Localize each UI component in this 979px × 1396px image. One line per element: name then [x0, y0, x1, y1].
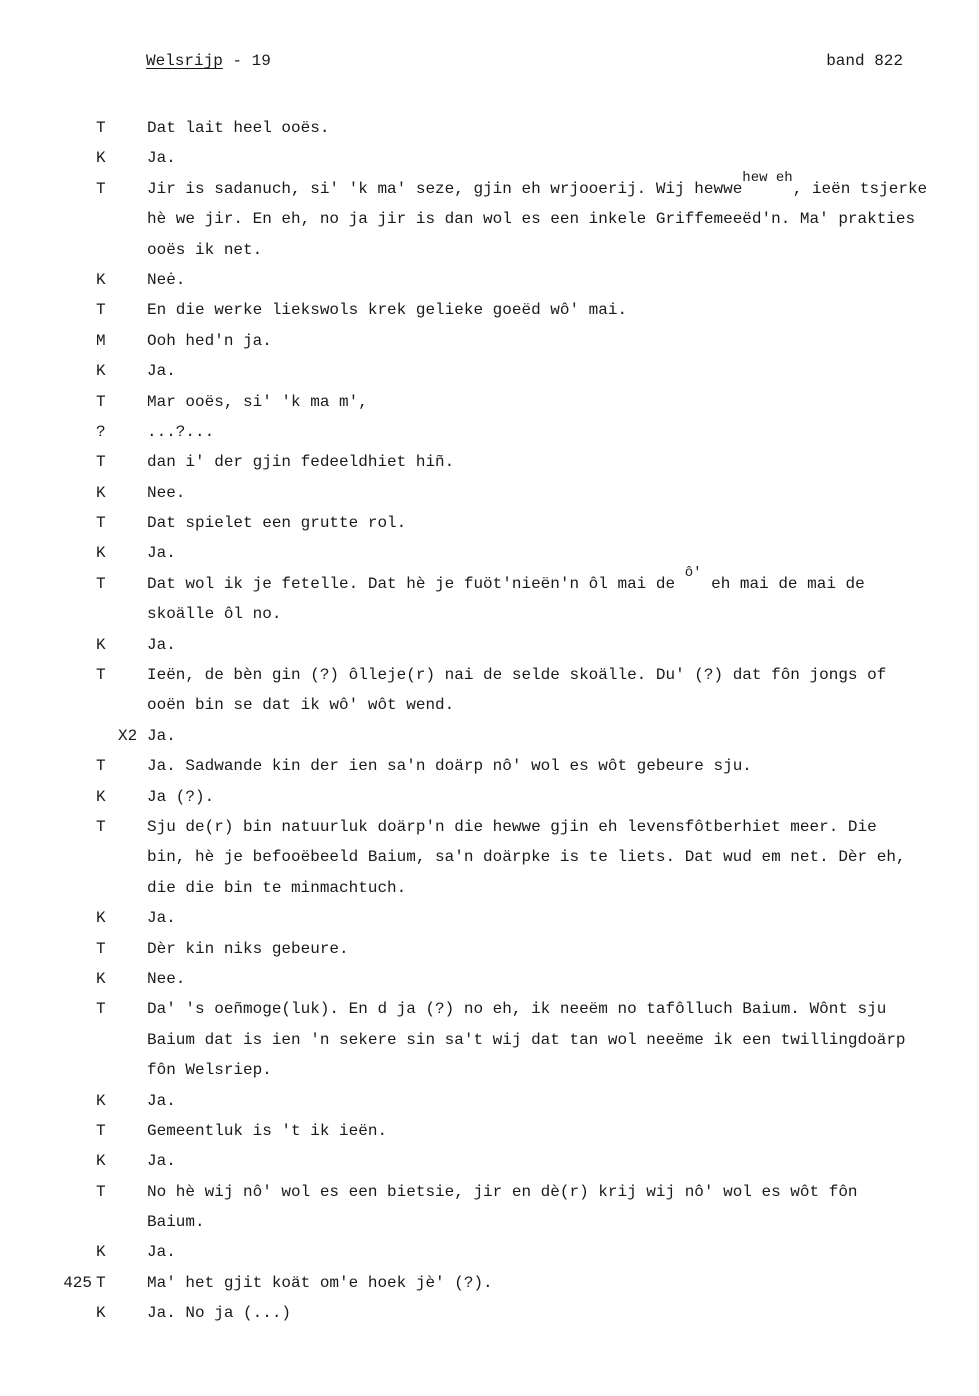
- speaker-label: T: [96, 179, 106, 198]
- speaker-label: K: [96, 909, 106, 928]
- utterance-text: bin, hè je befooëbeeld Baium, sa'n doärpke is te liets. Dat wud em net. Dèr eh,: [147, 848, 906, 867]
- transcript-line: [0, 599, 979, 629]
- utterance-text: [147, 564, 865, 600]
- utterance-text: Mar ooës, si' 'k ma m',: [147, 392, 368, 411]
- utterance-text-part: Dat wol ik je fetelle. Dat hè je fuöt'nieën'n ôl mai de: [147, 574, 685, 593]
- speaker-label: T: [96, 301, 106, 320]
- utterance-text: skoälle ôl no.: [147, 605, 282, 624]
- utterance-text: Nee.: [147, 483, 186, 502]
- utterance-text: Baium dat is ien 'n sekere sin sa't wij dat tan wol neeëme ik een twillingdoärp: [147, 1030, 906, 1049]
- page-title-place: Welsrijp: [146, 52, 223, 70]
- utterance-text: dan i' der gjin fedeeldhiet hiñ.: [147, 453, 455, 472]
- utterance-text: Ma' het gjit koät om'e hoek jè' (?).: [147, 1273, 493, 1292]
- utterance-text: Ooh hed'n ja.: [147, 331, 272, 350]
- utterance-text: Ja.: [147, 726, 176, 745]
- transcript-line: [0, 1237, 979, 1267]
- utterance-text: Ja (?).: [147, 787, 215, 806]
- speaker-label: T: [96, 1121, 106, 1140]
- interlinear-annotation: hew eh: [742, 169, 793, 186]
- transcript-line: [0, 782, 979, 812]
- transcript-line: [0, 1298, 979, 1328]
- transcript-line: [0, 143, 979, 173]
- utterance-text: Dèr kin niks gebeure.: [147, 939, 349, 958]
- utterance-text: Ja.: [147, 1243, 176, 1262]
- utterance-text: ooën bin se dat ik wô' wôt wend.: [147, 696, 455, 715]
- transcript-line: [0, 478, 979, 508]
- utterance-text: Gemeentluk is 't ik ieën.: [147, 1121, 388, 1140]
- utterance-text-part: , ieën tsjerke: [792, 179, 928, 198]
- utterance-text: Ja. No ja (...): [147, 1304, 292, 1323]
- transcript-line: [0, 356, 979, 386]
- utterance-text: hè we jir. En eh, no ja jir is dan wol es een inkele Griffemeeëd'n. Ma' prakties: [147, 210, 916, 229]
- utterance-text: die die bin te minmachtuch.: [147, 878, 407, 897]
- utterance-text: Dat spielet een grutte rol.: [147, 514, 407, 533]
- utterance-text: Ieën, de bèn gin (?) ôlleje(r) nai de selde skoälle. Du' (?) dat fôn jongs of: [147, 666, 887, 685]
- speaker-label: X2: [118, 726, 138, 745]
- transcript-line: [0, 964, 979, 994]
- speaker-label: K: [96, 969, 106, 988]
- transcript-line: [0, 235, 979, 265]
- transcript-lines: [0, 113, 979, 1329]
- utterance-text: fôn Welsriep.: [147, 1061, 272, 1080]
- transcript-line: [0, 1177, 979, 1207]
- speaker-label: T: [96, 666, 106, 685]
- speaker-label: T: [96, 392, 106, 411]
- transcript-line: [0, 169, 979, 204]
- speaker-label: T: [96, 119, 106, 137]
- transcript-line: [0, 508, 979, 538]
- transcript-line: [0, 387, 979, 417]
- utterance-text: ooës ik net.: [147, 240, 263, 259]
- transcript-line: [0, 812, 979, 842]
- transcript-line: [0, 842, 979, 872]
- transcript-line: [0, 326, 979, 356]
- speaker-label: T: [96, 939, 106, 958]
- transcript-line: [0, 690, 979, 720]
- utterance-text: Ja.: [147, 909, 176, 928]
- speaker-label: K: [96, 483, 106, 502]
- transcript-line: [0, 113, 979, 143]
- interlinear-annotation: ô': [684, 564, 702, 581]
- transcript-line: [0, 660, 979, 690]
- transcript-line: [0, 564, 979, 599]
- speaker-label: K: [96, 362, 106, 381]
- speaker-label: K: [96, 1304, 106, 1323]
- utterance-text: [147, 169, 928, 205]
- line-number: 425: [63, 1273, 92, 1292]
- transcript-line: [0, 204, 979, 234]
- speaker-label: K: [96, 149, 106, 168]
- speaker-label: K: [96, 270, 106, 289]
- utterance-text: En die werke liekswols krek gelieke goeëd wô' mai.: [147, 301, 628, 320]
- transcript-line: [0, 295, 979, 325]
- speaker-label: K: [96, 1091, 106, 1110]
- page-header: [146, 52, 903, 74]
- utterance-text: No hè wij nô' wol es een bietsie, jir en dè(r) krij wij nô' wol es wôt fôn: [147, 1182, 858, 1201]
- utterance-text: Neė.: [147, 270, 186, 289]
- speaker-label: K: [96, 544, 106, 563]
- utterance-text: Ja.: [147, 1152, 176, 1171]
- utterance-text: Da' 's oeñmoge(luk). En d ja (?) no eh, ik neeëm no tafôlluch Baium. Wônt sju: [147, 1000, 887, 1019]
- transcript-line: [0, 417, 979, 447]
- utterance-text: ...?...: [147, 422, 215, 441]
- transcript-line: [0, 1116, 979, 1146]
- utterance-text: Ja.: [147, 1091, 176, 1110]
- transcript-line: [0, 1207, 979, 1237]
- speaker-label: T: [96, 757, 106, 776]
- utterance-text: Dat lait heel ooës.: [147, 119, 330, 137]
- speaker-label: K: [96, 635, 106, 654]
- utterance-text: Ja.: [147, 149, 176, 168]
- transcript-line: [0, 1146, 979, 1176]
- speaker-label: ?: [96, 422, 106, 441]
- utterance-text-part: Jir is sadanuch, si' 'k ma' seze, gjin eh wrjooerij. Wij hewwe: [147, 179, 743, 198]
- transcript-line: [0, 1055, 979, 1085]
- speaker-label: K: [96, 1243, 106, 1262]
- band-label: band 822: [826, 52, 903, 70]
- speaker-label: M: [96, 331, 106, 350]
- speaker-label: T: [96, 1273, 106, 1292]
- transcript-line: [0, 265, 979, 295]
- utterance-text: Nee.: [147, 969, 186, 988]
- transcript-line: [0, 538, 979, 568]
- speaker-label: K: [96, 1152, 106, 1171]
- transcript-line: [0, 873, 979, 903]
- transcript-line: [0, 994, 979, 1024]
- utterance-text: Ja. Sadwande kin der ien sa'n doärp nô' wol es wôt gebeure sju.: [147, 757, 752, 776]
- transcript-line: [0, 934, 979, 964]
- page-title: [146, 52, 271, 70]
- speaker-label: T: [96, 1000, 106, 1019]
- transcript-line: [0, 721, 979, 751]
- utterance-text-part: eh mai de mai de: [701, 574, 865, 593]
- transcript-line: [0, 751, 979, 781]
- speaker-label: T: [96, 453, 106, 472]
- transcript-line: [0, 630, 979, 660]
- page-title-number: - 19: [222, 52, 271, 70]
- transcript-line: [0, 903, 979, 933]
- speaker-label: T: [96, 574, 106, 593]
- transcript-line: [0, 1268, 979, 1298]
- speaker-label: K: [96, 787, 106, 806]
- speaker-label: T: [96, 817, 106, 836]
- utterance-text: Ja.: [147, 544, 176, 563]
- transcript-line: [0, 1086, 979, 1116]
- speaker-label: T: [96, 514, 106, 533]
- transcript-line: [0, 1025, 979, 1055]
- transcript-line: [0, 447, 979, 477]
- speaker-label: T: [96, 1182, 106, 1201]
- utterance-text: Ja.: [147, 362, 176, 381]
- utterance-text: Sju de(r) bin natuurluk doärp'n die hewwe gjin eh levensfôtberhiet meer. Die: [147, 817, 877, 836]
- utterance-text: Baium.: [147, 1213, 205, 1232]
- utterance-text: Ja.: [147, 635, 176, 654]
